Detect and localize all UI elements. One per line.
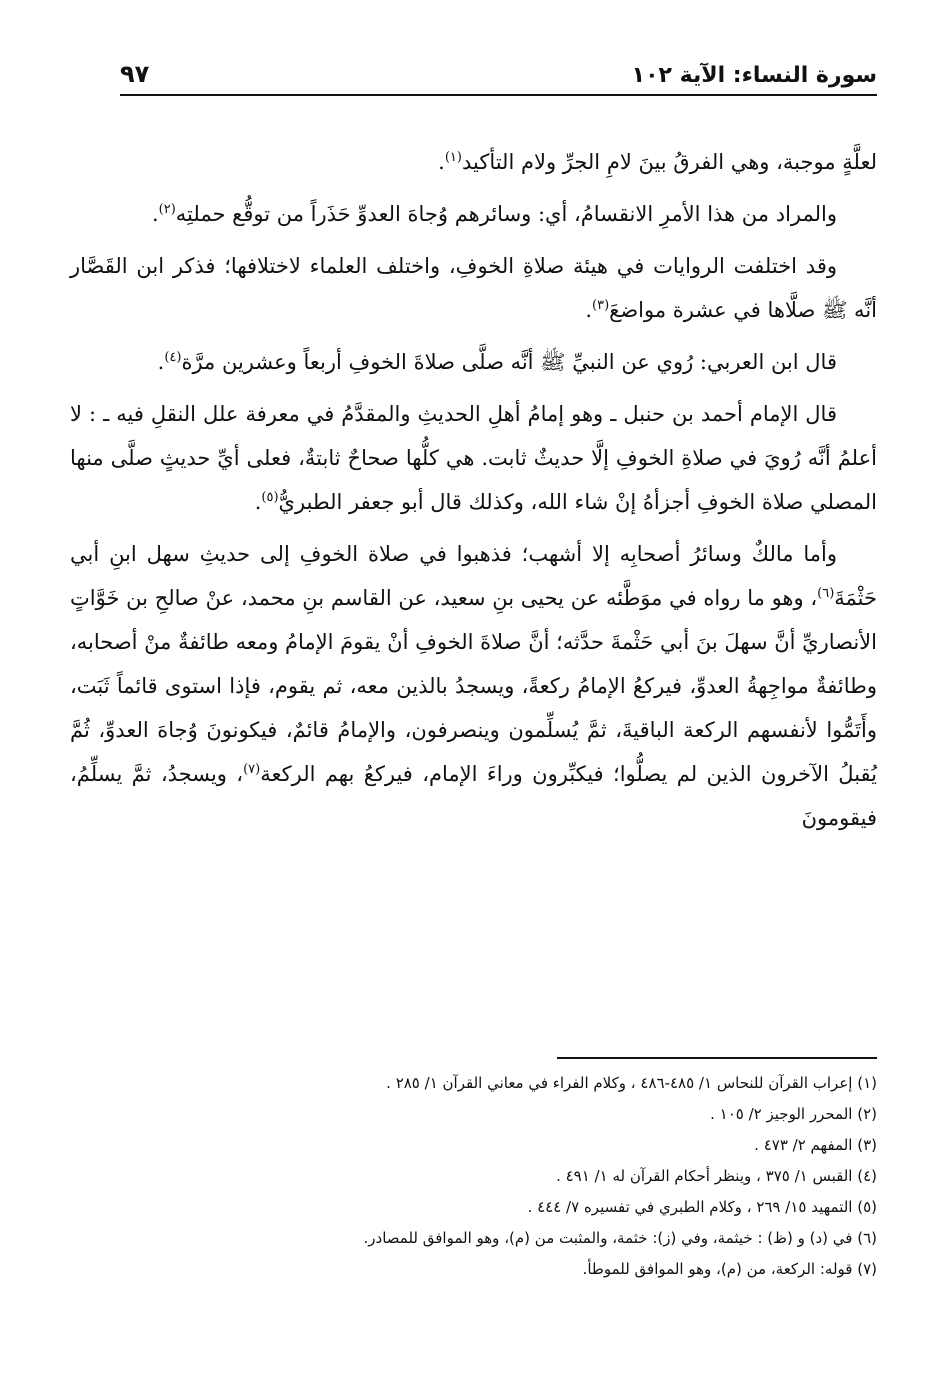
punctuation: . — [151, 202, 159, 226]
paragraph — [70, 244, 877, 332]
footnote-ref: (٧) — [243, 762, 261, 777]
paragraph — [70, 392, 877, 524]
footnote-item: (١) إعراب القرآن للنحاس ١/ ٤٨٥-٤٨٦ ، وكلام الفراء في معاني القرآن ١/ ٢٨٥ . — [386, 1074, 877, 1092]
paragraph-text: قال الإمام أحمد بن حنبل ـ وهو إمامُ أهلِ الحديثِ والمقدَّمُ في معرفة علل النقلِ فيه ـ : لا أعلمُ أنَّه رُويَ في صلاةِ الخوفِ إلَّا حديثٌ ثابت. هي كلُّها صحاحٌ ثابتةٌ، فعلى أيِّ حديثٍ صلَّى منها المصلي صلاة الخوفِ أجزأهُ إنْ شاء الله، وكذلك قال أبو جعفر الطبريُّ — [70, 402, 877, 514]
punctuation: . — [254, 490, 262, 514]
paragraph-text: ، وهو ما رواه في موَطَّئه عن يحيى بنِ سعيد، عن القاسم بنِ محمد، عنْ صالحِ بن خَوَّاتٍ الأنصاريِّ أنَّ سهلَ بنَ أبي حَثْمةَ حدَّثه؛ أنَّ صلاةَ الخوفِ أنْ يقومَ الإمامُ ومعه طائفةٌ منْ أصحابه، وطائفةٌ مواجِهةُ العدوِّ، فيركعُ الإمامُ ركعةً، ويسجدُ بالذين معه، ثم يقوم، فإذا استوى قائماً ثَبَت، وأَتَمُّوا لأنفسهم الركعة الباقيةَ، ثمَّ يُسلِّمون وينصرفون، والإمامُ قائمٌ، فيكونونَ وُجاهَ العدوِّ، ثُمَّ يُقبلُ الآخرون الذين لم يصلُّوا؛ فيكبِّرون وراءَ الإمام، فيركعُ بهم الركعة — [69, 586, 877, 786]
footnote-ref: (٢) — [158, 202, 176, 217]
footnote-item: (٥) التمهيد ١٥/ ٢٦٩ ، وكلام الطبري في تفسيره ٧/ ٤٤٤ . — [527, 1198, 877, 1216]
punctuation: . — [438, 150, 445, 174]
footnote-ref: (٣) — [592, 298, 610, 313]
page-number: ٩٧ — [120, 60, 150, 88]
page-header — [120, 56, 877, 96]
paragraph-text: قال ابن العربي: رُوي عن النبيِّ ﷺ أنَّه صلَّى صلاةَ الخوفِ أربعاً وعشرين مرَّة — [181, 350, 837, 374]
paragraph-text: ، ويسجدُ، ثمَّ يسلِّمُ، فيقومونَ — [70, 762, 877, 830]
paragraph — [70, 532, 877, 840]
paragraph-text: والمراد من هذا الأمرِ الانقسامُ، أي: وسائرهم وُجاهَ العدوِّ حَذَراً من توقُّع حملتِه — [175, 202, 837, 226]
footnote-ref: (٦) — [817, 586, 835, 601]
punctuation: . — [585, 298, 592, 322]
footnote-item: (٣) المفهم ٢/ ٤٧٣ . — [754, 1136, 877, 1154]
footnote-ref: (٥) — [261, 490, 279, 505]
footnotes — [70, 1068, 877, 1285]
running-title: سورة النساء: الآية ١٠٢ — [631, 63, 877, 88]
paragraph — [70, 140, 877, 184]
paragraph-text: وقد اختلفت الروايات في هيئة صلاةِ الخوفِ، واختلف العلماء لاختلافها؛ فذكر ابن القَصَّار أنَّه ﷺ صلَّاها في عشرة مواضعَ — [70, 254, 877, 322]
footnote-item: (٦) في (د) و (ظ) : خيثمة، وفي (ز): خثمة، والمثبت من (م)، وهو الموافق للمصادر. — [363, 1229, 877, 1247]
punctuation: . — [157, 350, 165, 374]
footnote-separator — [557, 1057, 877, 1059]
main-text — [70, 140, 877, 848]
footnote-item: (٤) القبس ١/ ٣٧٥ ، وينظر أحكام القرآن له ١/ ٤٩١ . — [556, 1167, 877, 1185]
paragraph — [70, 340, 877, 384]
footnote-ref: (٤) — [164, 350, 182, 365]
paragraph — [70, 192, 877, 236]
paragraph-text: وأما مالكٌ وسائرُ أصحابِه إلا أشهب؛ فذهبوا في صلاة الخوفِ إلى حديثِ سهل ابنِ أبي حَثْمَةَ — [70, 542, 877, 610]
footnote-ref: (١) — [444, 150, 462, 165]
footnote-item: (٧) قوله: الركعة، من (م)، وهو الموافق للموطأ. — [582, 1260, 877, 1278]
footnote-item: (٢) المحرر الوجيز ٢/ ١٠٥ . — [710, 1105, 877, 1123]
paragraph-text: لعلَّةٍ موجبة، وهي الفرقُ بينَ لامِ الجرِّ ولام التأكيد — [461, 150, 877, 174]
